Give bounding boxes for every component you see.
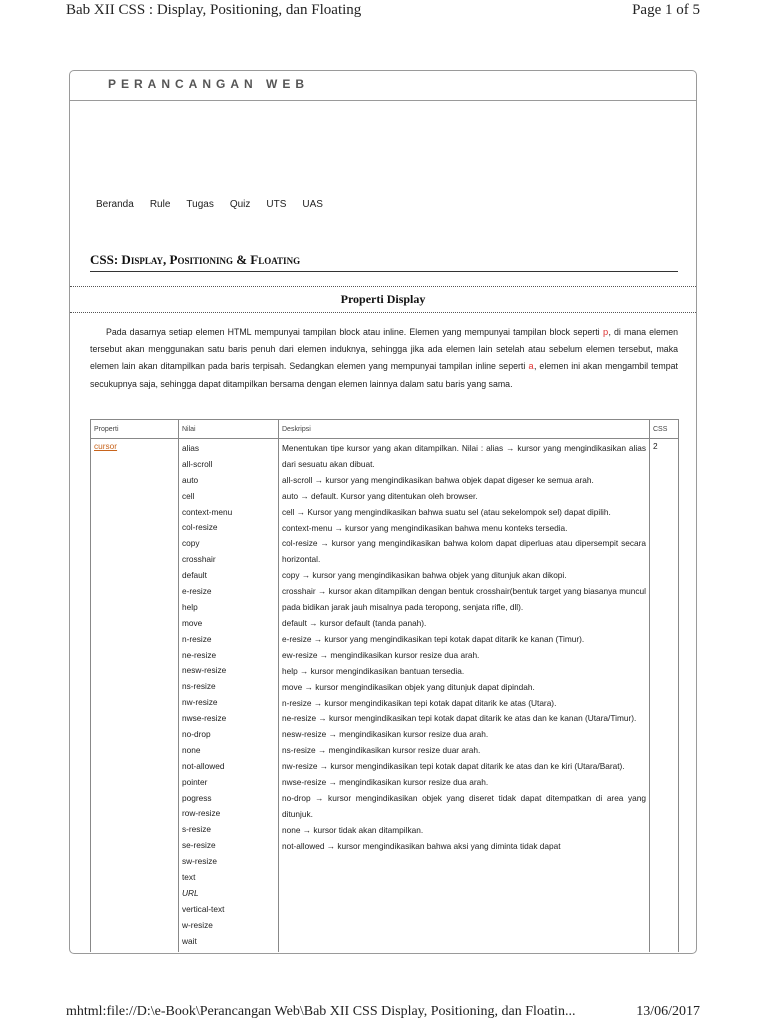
table-header-row bbox=[91, 420, 679, 439]
css-version-cell: 2 bbox=[650, 439, 679, 952]
nav-item-rule[interactable]: Rule bbox=[149, 199, 171, 210]
property-link-cursor[interactable]: cursor bbox=[94, 441, 118, 451]
value-item: all-scroll bbox=[182, 458, 213, 469]
description-item: not-allowed → kursor mengindikasikan bahwa aksi yang diminta tidak dapat bbox=[282, 840, 561, 851]
page-title-divider bbox=[90, 271, 678, 272]
site-title: PERANCANGAN WEB bbox=[108, 77, 309, 91]
section-title: Properti Display bbox=[340, 292, 426, 306]
nav-item-uts[interactable]: UTS bbox=[266, 199, 287, 210]
print-footer-path: mhtml:file://D:\e-Book\Perancangan Web\Bab XII CSS Display, Positioning, dan Floatin... bbox=[66, 1004, 576, 1019]
intro-text-3: , elemen ini akan mengambil tempat secukupnya saja, sehingga dapat ditampilkan bersama dengan elemen lainnya dalam satu baris yang sama. bbox=[90, 361, 678, 389]
value-item: default bbox=[182, 570, 207, 581]
value-item: ne-resize bbox=[182, 649, 217, 660]
value-item: vertical-text bbox=[182, 903, 225, 914]
property-cell bbox=[91, 439, 179, 952]
nav-item-uas[interactable]: UAS bbox=[302, 199, 323, 210]
value-item: nw-resize bbox=[182, 697, 218, 708]
intro-text-2: , di mana elemen tersebut akan menggunakan satu baris penuh dari elemen induknya, sehingga jika ada elemen lain setelah atau sebelum elemen tersebut, maka elemen lain akan ditampilkan pada baris terpisah. Sedangkan elemen yang mempunyai tampilan inline seperti bbox=[90, 327, 679, 372]
descriptions-cell bbox=[279, 439, 650, 952]
description-item: cell → Kursor yang mengindikasikan bahwa suatu sel (atau sekelompok sel) dapat dipilih. bbox=[282, 506, 611, 517]
description-item: nwse-resize → mengindikasikan kursor resize dua arah. bbox=[282, 777, 489, 788]
value-item: se-resize bbox=[182, 840, 216, 851]
value-item: col-resize bbox=[182, 522, 218, 533]
value-item: copy bbox=[182, 538, 200, 549]
description-item: nw-resize → kursor mengindikasikan tepi kotak dapat ditarik ke atas dan ke kiri (Utara/Barat). bbox=[282, 761, 625, 772]
header-nilai: Nilai bbox=[179, 420, 279, 439]
nav-item-quiz[interactable]: Quiz bbox=[229, 199, 251, 210]
value-item: none bbox=[182, 744, 201, 755]
intro-text-1: Pada dasarnya setiap elemen HTML mempunyai tampilan block atau inline. Elemen yang mempunyai tampilan block seperti bbox=[106, 327, 603, 337]
header-deskripsi: Deskripsi bbox=[279, 420, 650, 439]
value-item: not-allowed bbox=[182, 760, 225, 771]
value-item: w-resize bbox=[182, 919, 213, 930]
intro-paragraph bbox=[90, 324, 678, 393]
section-divider-top bbox=[70, 286, 696, 287]
main-nav bbox=[96, 199, 339, 210]
description-item: move → kursor mengindikasikan objek yang ditunjuk dapat dipindah. bbox=[282, 681, 535, 692]
description-item: col-resize → kursor yang mengindikasikan bahwa kolom dapat diperluas atau dipersempit secara horizontal. bbox=[282, 538, 646, 565]
description-item: Menentukan tipe kursor yang akan ditampilkan. Nilai : alias → kursor yang mengindikasikan alias dari sesuatu akan dibuat. bbox=[282, 443, 646, 469]
value-item: no-drop bbox=[182, 729, 211, 740]
description-item: help → kursor mengindikasikan bantuan tersedia. bbox=[282, 665, 465, 676]
description-item: e-resize → kursor yang mengindikasikan tepi kotak dapat ditarik ke kanan (Timur). bbox=[282, 633, 585, 644]
title-divider bbox=[70, 100, 696, 101]
description-item: crosshair → kursor akan ditampilkan dengan bentuk crosshair(bentuk target yang biasanya muncul pada bidikan jarak jauh misalnya pada teropong, senjata rifle, dll). bbox=[282, 586, 646, 613]
page-title: CSS: Display, Positioning & Floating bbox=[90, 252, 301, 267]
table-row bbox=[91, 439, 679, 952]
value-item: nwse-resize bbox=[182, 713, 227, 724]
value-item: nesw-resize bbox=[182, 665, 227, 676]
description-item: none → kursor tidak akan ditampilkan. bbox=[282, 824, 424, 835]
description-item: copy → kursor yang mengindikasikan bahwa objek yang ditunjuk akan dikopi. bbox=[282, 570, 567, 581]
description-item: n-resize → kursor mengindikasikan tepi kotak dapat ditarik ke atas (Utara). bbox=[282, 697, 557, 708]
description-item: ne-resize → kursor mengindikasikan tepi kotak dapat ditarik ke atas dan ke kanan (Utara/Timur). bbox=[282, 713, 637, 724]
code-p: p bbox=[602, 327, 609, 338]
value-item: move bbox=[182, 617, 203, 628]
value-item: cell bbox=[182, 490, 195, 501]
description-item: nesw-resize → mengindikasikan kursor resize dua arah. bbox=[282, 729, 489, 740]
value-item: sw-resize bbox=[182, 856, 218, 867]
value-item: wait bbox=[182, 935, 197, 946]
page-frame bbox=[69, 70, 697, 954]
description-item: context-menu → kursor yang mengindikasikan bahwa menu konteks tersedia. bbox=[282, 522, 568, 533]
properties-table bbox=[90, 419, 679, 952]
header-css: CSS bbox=[650, 420, 679, 439]
description-item: auto → default. Kursor yang ditentukan oleh browser. bbox=[282, 490, 478, 501]
value-item: auto bbox=[182, 474, 199, 485]
section-divider-bottom bbox=[70, 312, 696, 313]
value-item: pogress bbox=[182, 792, 212, 803]
value-item: n-resize bbox=[182, 633, 212, 644]
value-item: URL bbox=[182, 887, 199, 898]
value-item: e-resize bbox=[182, 586, 212, 597]
print-header bbox=[66, 2, 700, 22]
print-header-page: Page 1 of 5 bbox=[632, 2, 700, 18]
values-cell bbox=[179, 439, 279, 952]
value-item: crosshair bbox=[182, 554, 216, 565]
code-a: a bbox=[528, 361, 534, 373]
header-properti: Properti bbox=[91, 420, 179, 439]
description-item: all-scroll → kursor yang mengindikasikan bahwa objek dapat digeser ke semua arah. bbox=[282, 474, 594, 485]
description-item: no-drop → kursor mengindikasikan objek yang diseret tidak dapat ditempatkan di area yang ditunjuk. bbox=[282, 792, 646, 819]
description-item: default → kursor default (tanda panah). bbox=[282, 617, 427, 628]
print-footer-date: 13/06/2017 bbox=[636, 1004, 700, 1019]
value-item: alias bbox=[182, 443, 200, 453]
value-item: ns-resize bbox=[182, 681, 216, 692]
description-item: ns-resize → mengindikasikan kursor resize duar arah. bbox=[282, 745, 481, 756]
value-item: text bbox=[182, 872, 196, 883]
value-item: row-resize bbox=[182, 808, 221, 819]
nav-item-tugas[interactable]: Tugas bbox=[186, 199, 214, 210]
print-header-title: Bab XII CSS : Display, Positioning, dan Floating bbox=[66, 2, 362, 18]
value-item: pointer bbox=[182, 776, 208, 787]
nav-item-beranda[interactable]: Beranda bbox=[96, 199, 134, 210]
value-item: help bbox=[182, 601, 198, 612]
value-item: context-menu bbox=[182, 506, 233, 517]
description-item: ew-resize → mengindikasikan kursor resize dua arah. bbox=[282, 649, 480, 660]
value-item: s-resize bbox=[182, 824, 212, 835]
